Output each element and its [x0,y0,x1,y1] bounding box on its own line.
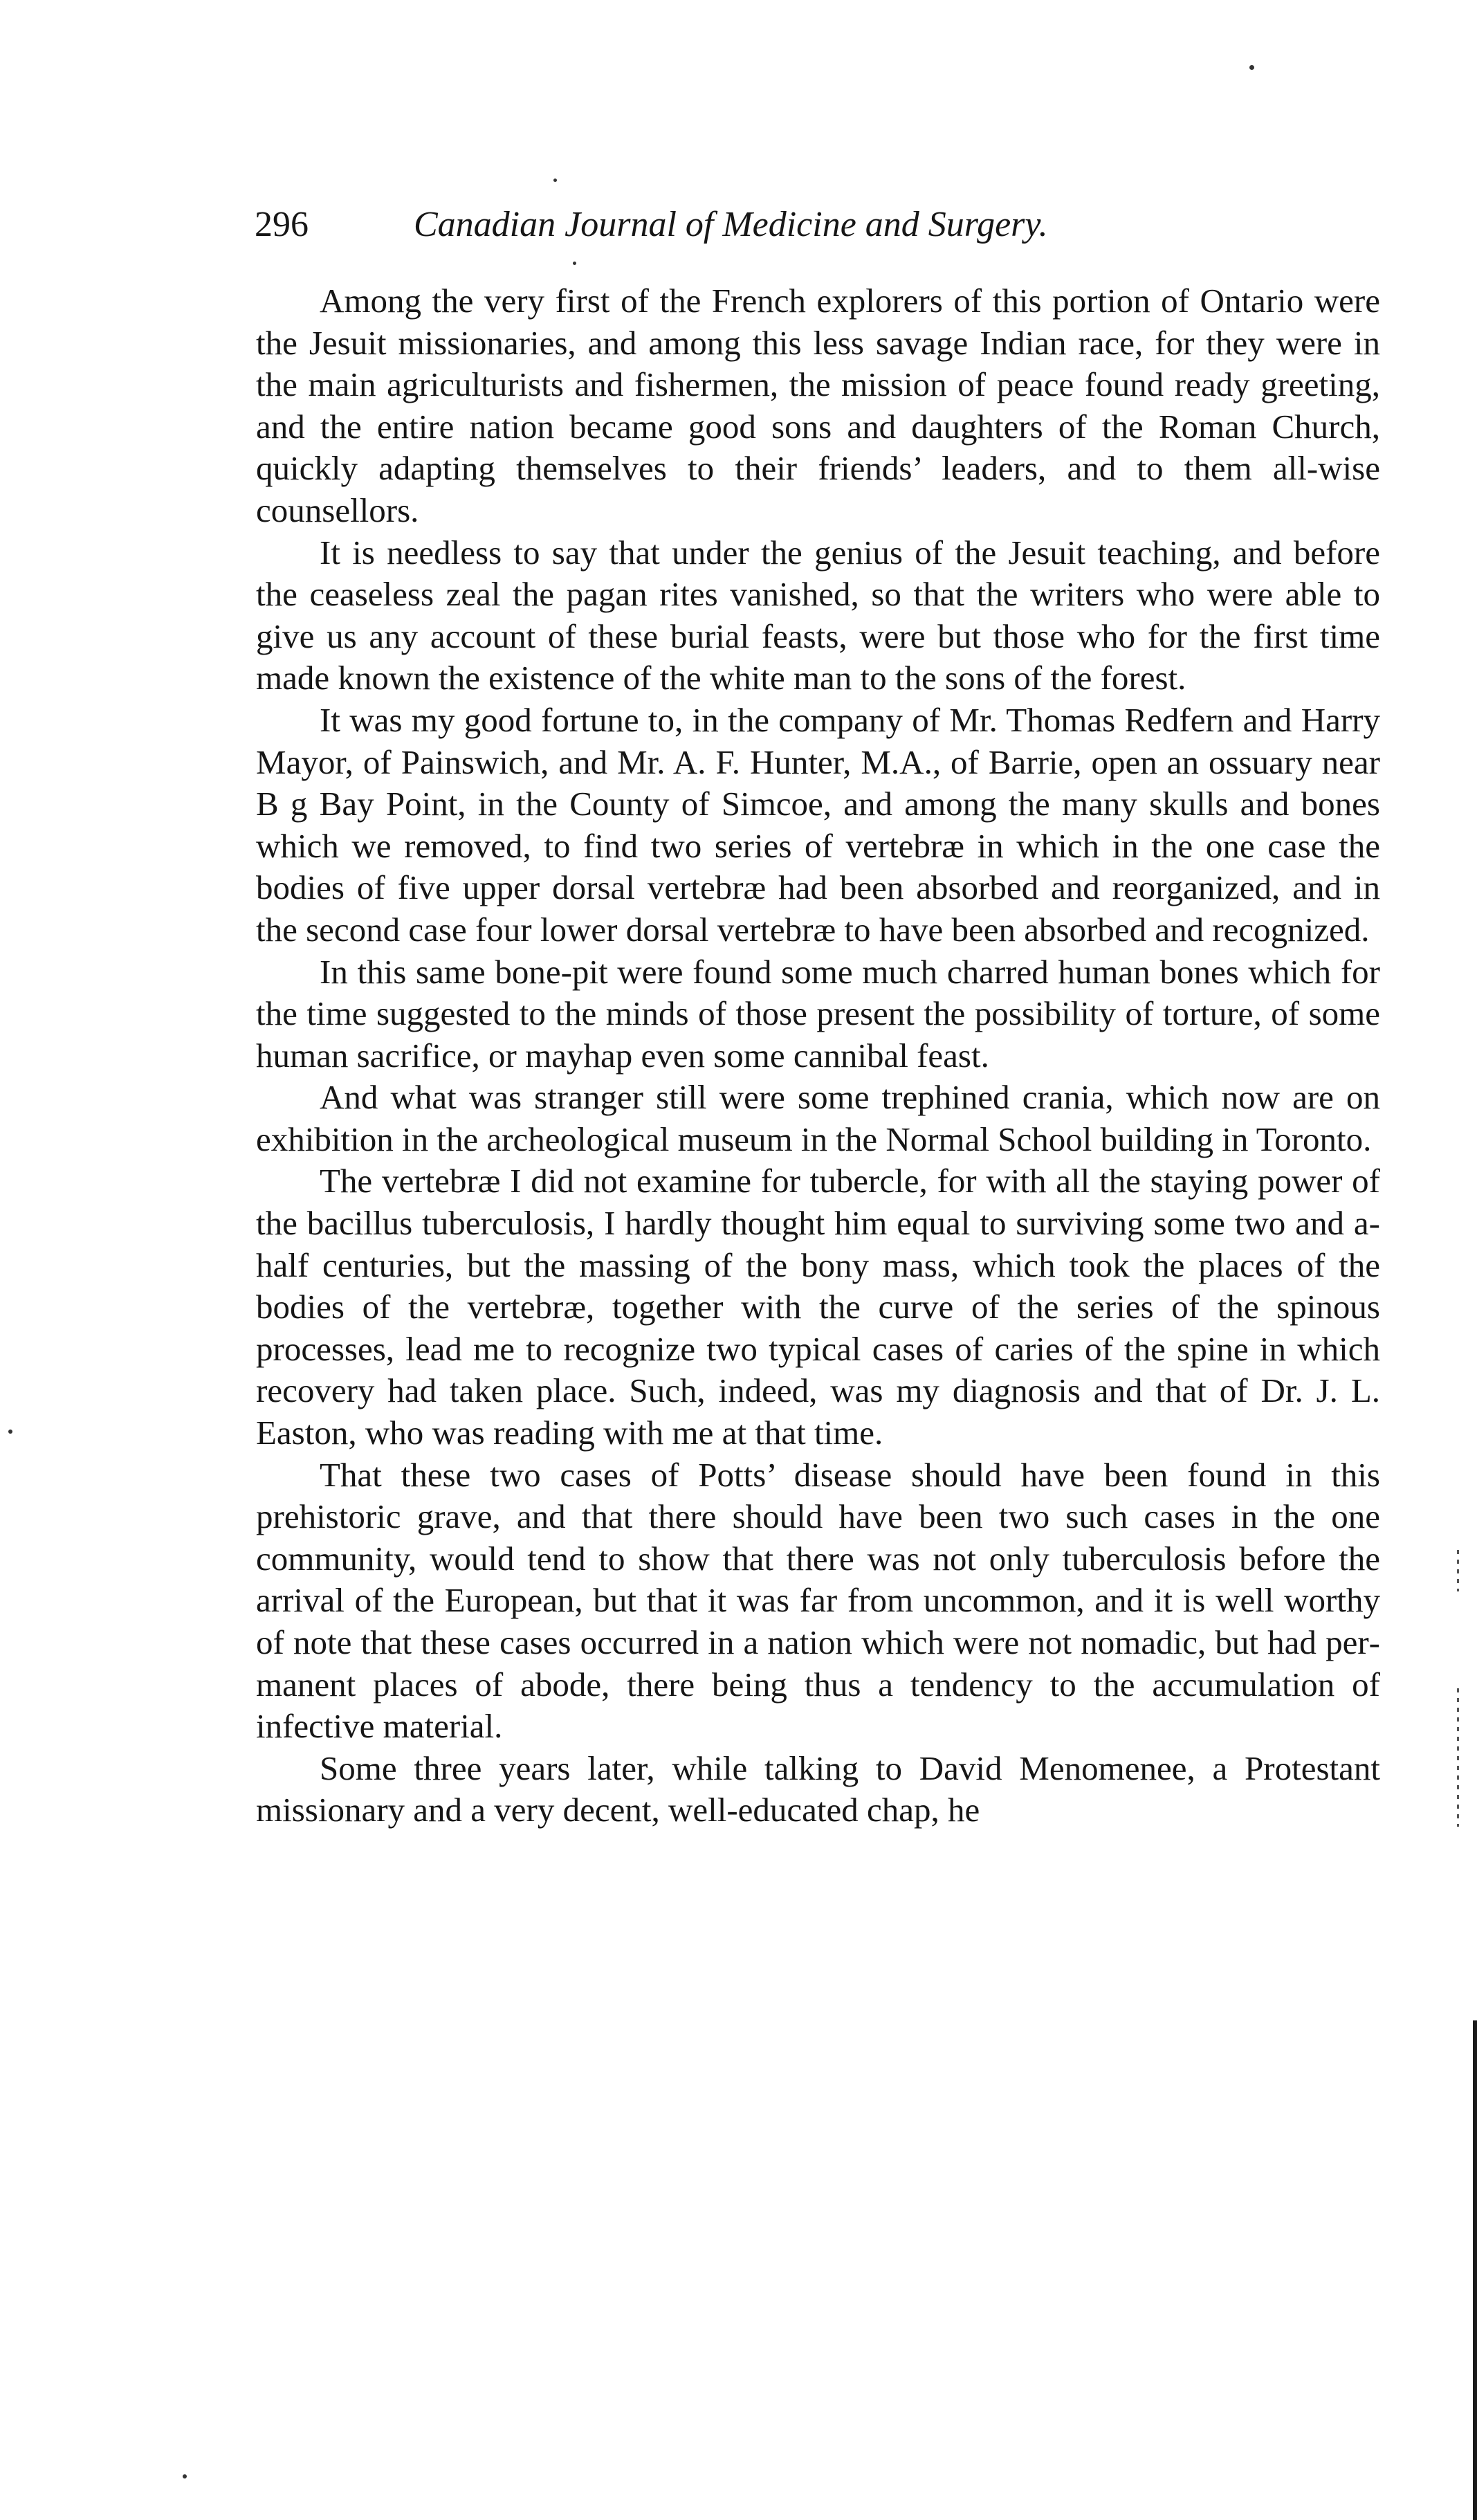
paragraph: It was my good fortune to, in the company of Mr. Thomas Redfern and Harry Mayor, of Painswich, and Mr. A. F. Hunter, M.A., of Barrie, open an ossuary near B g Bay Point, in the County of Simcoe, and among the many skulls and bones which we removed, to find two series of vertebræ in which in the one case the bodies of five upper dorsal vertebræ had been absorbed and reorganized, and in the second case four lower dorsal vertebræ to have been absorbed and recognized. [256,700,1380,949]
paragraph: Among the very first of the French explorers of this portion of Ontario were the Jesuit missionaries, and among this less savage Indian race, for they were in the main agriculturists and fishermen, the mission of peace found ready greeting, and the entire nation became good sons and daughters of the Roman Church, quickly adapting themselves to their friends’ leaders, and to them all-wise counsellors. [256,282,1380,529]
article-body [256,280,1380,1832]
paragraph: The vertebræ I did not examine for tubercle, for with all the staying power of the bacillus tuberculosis, I hardly thought him equal to surviving some two and a-half centuries, but the massing of the bony mass, which took the places of the bodies of the vertebræ, together with the curve of the series of the spinous processes, lead me to recognize two typical cases of caries of the spine in which recovery had taken place. Such, indeed, was my diagnosis and that of Dr. J. L. Easton, who was reading with me at that time. [256,1162,1380,1452]
scan-edge-dots [1457,1550,1459,1591]
running-head [255,197,1209,253]
ink-speck [573,262,576,265]
paragraph: It is needless to say that under the genius of the Jesuit teaching, and before the ceaseless zeal the pagan rites vanished, so that the writers who were able to give us any account of these burial feasts, were but those who for the first time made known the existence of the white man to the sons of the forest. [256,533,1380,697]
ink-speck [8,1430,12,1434]
ink-speck [553,179,557,182]
paragraph: Some three years later, while talking to David Menomenee, a Protestant missionary and a very decent, well-educated chap, he [256,1749,1380,1829]
scan-edge-shadow [1473,2020,1477,2520]
ink-speck [1249,65,1254,70]
ink-speck [183,2474,187,2478]
scan-edge-dots [1457,1688,1459,1827]
paragraph: That these two cases of Potts’ disease should have been found in this prehistoric grave, and that there should have been two such cases in the one community, would tend to show that there was not only tuberculosis before the arrival of the European, but that it was far from uncommon, and it is well worthy of note that these cases occurred in a nation which were not nomadic, but had permanent places of abode, there being thus a tendency to the accumulation of infective material. [256,1455,1380,1746]
paragraph: And what was stranger still were some trephined crania, which now are on exhibition in the archeological museum in the Normal School building in Toronto. [256,1078,1380,1158]
paragraph: In this same bone-pit were found some much charred human bones which for the time suggested to the minds of those present the possibility of torture, of some human sacrifice, or mayhap even some cannibal feast. [256,952,1380,1075]
journal-title: Canadian Journal of Medicine and Surgery. [414,205,1048,244]
page-number: 296 [255,205,309,244]
